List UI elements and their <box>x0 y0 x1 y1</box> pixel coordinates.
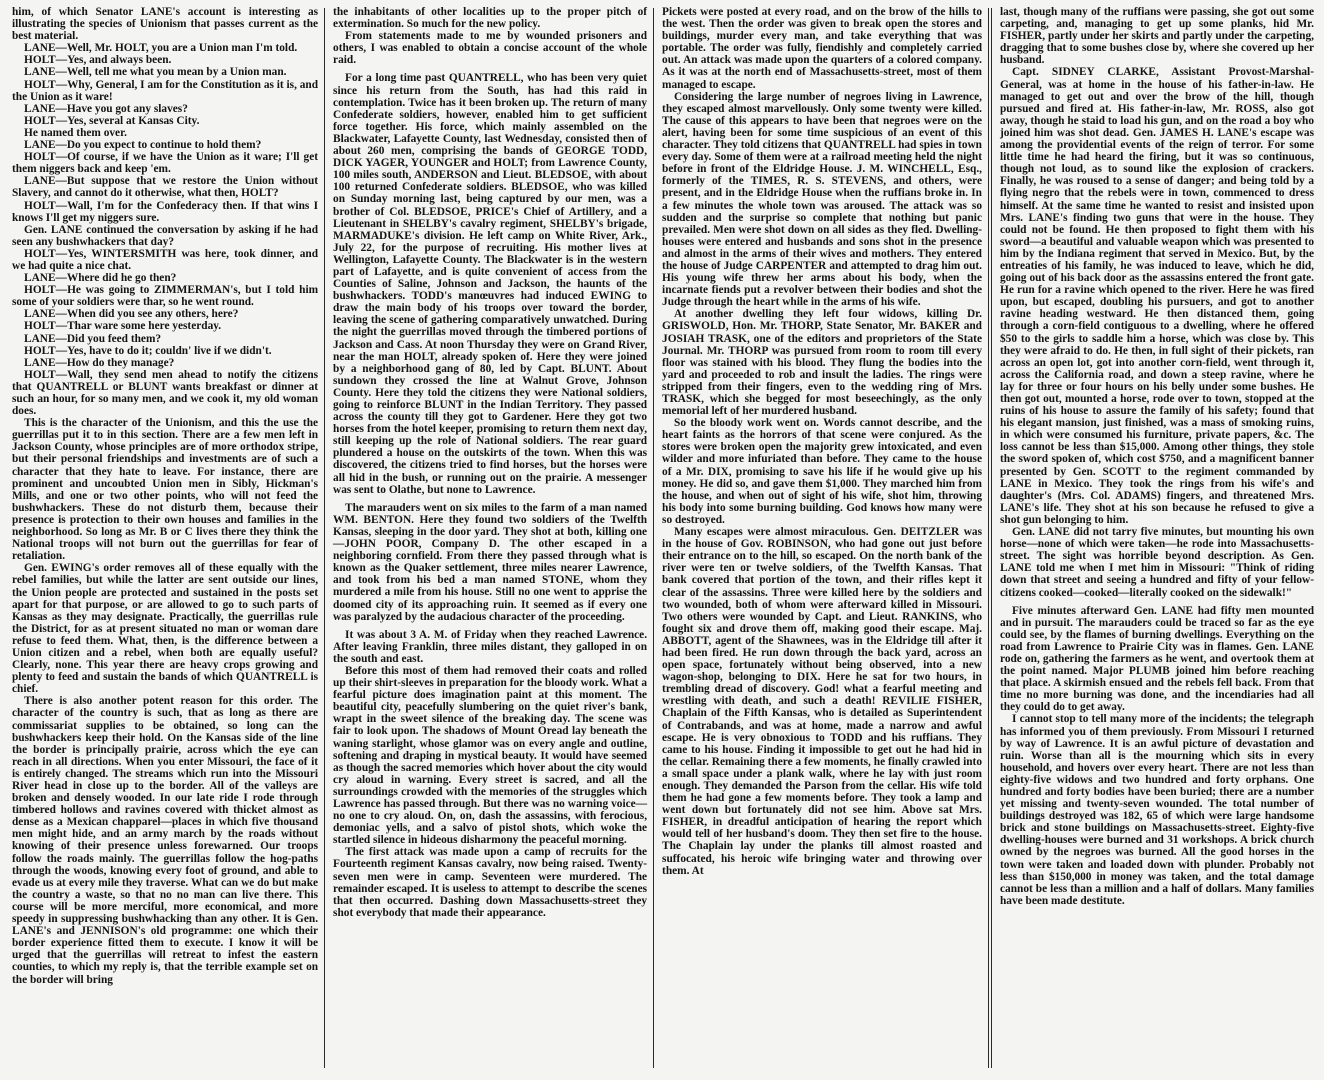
article-paragraph: Pickets were posted at every road, and on the brow of the hills to the west. Then the order was given to break open the stores and buildings, murder every man, and take everything that was portable. The order was fully, fiendishly and completely carried out. An attack was made upon the quarters of a colored company. As it was at the north end of Massachusetts-street, most of them managed to escape. <box>662 6 982 91</box>
article-paragraph: The first attack was made upon a camp of recruits for the Fourteenth regiment Kansas cavalry, now being raised. Twenty-seven men were in camp. Seventeen were murdered. The remainder escaped. It is useless to attempt to describe the scenes that then occurred. Dashing down Massachusetts-street they shot everybody that made their appearance. <box>333 846 648 919</box>
article-column-1 <box>4 6 324 1080</box>
article-paragraph: He named them over. <box>24 126 127 139</box>
article-paragraph: LANE—Where did he go then? <box>24 272 177 285</box>
article-paragraph: Gen. LANE continued the conversation by asking if he had seen any bushwhackers that day? <box>12 223 319 248</box>
article-paragraph: I cannot stop to tell many more of the incidents; the telegraph has informed you of them previously. From Missouri I returned by way of Lawrence. It is an awful picture of devastation and ruin. Worse than all is the mourning which sits in every household, and hovers over every heart. There are not less than eighty-five widows and two hundred and forty orphans. One hundred and forty bodies have been buried; there are a number yet missing and twenty-seven wounded. The total number of buildings destroyed was 182, 65 of which were large handsome brick and stone buildings on Massachusetts-street. Eighty-five dwelling-houses were burned and 31 workshops. A brick church owned by the negroes was burned. All the good horses in the town were taken and loaded down with plunder. Probably not less than $150,000 in money was taken, and the total damage cannot be less than a million and a half of dollars. Many families have been made destitute. <box>1000 713 1314 907</box>
article-paragraph: HOLT—Wall, I'm for the Confederacy then. If that wins I knows I'll get my niggers sure. <box>12 199 319 224</box>
article-paragraph: him, of which Senator LANE's account is interesting as illustrating the species of Unionism that passes current as the best material. <box>12 6 319 43</box>
article-paragraph: From statements made to me by wounded prisoners and others, I was enabled to obtain a concise account of the whole raid. <box>333 30 648 67</box>
article-paragraph: the inhabitants of other localities up to the proper pitch of extermination. So much for the new policy. <box>333 6 648 31</box>
article-column-3 <box>654 6 988 1080</box>
article-paragraph: HOLT—Wall, they send men ahead to notify the citizens that QUANTRELL or BLUNT wants breakfast or dinner at such an hour, for so many men, and we cook it, my old woman does. <box>12 368 319 418</box>
article-paragraph: LANE—But suppose that we restore the Union without Slavery, and cannot do it otherwise, what then, HOLT? <box>12 175 319 200</box>
article-paragraph: HOLT—Yes, and always been. <box>24 54 172 67</box>
article-column-4 <box>992 6 1320 1080</box>
article-paragraph: Considering the large number of negroes living in Lawrence, they escaped almost marvellously. Only some twenty were killed. The cause of this appears to have been that negroes were on the alert, having been for some time suspicious of an event of this character. They told citizens that QUANTRELL had spies in town every day. Some of them were at a railroad meeting held the night before in front of the Eldridge House. J. M. WINCHELL, Esq., formerly of the TIMES, R. S. STEVENS, and others, were present, and in the Eldridge House when the ruffians broke in. In a few minutes the whole town was aroused. The attack was so sudden and the surprise so complete that nothing but panic prevailed. Men were shot down on all sides as they fled. Dwelling-houses were entered and husbands and sons shot in the presence and almost in the arms of their wives and mothers. They entered the house of Judge CARPENTER and attempted to drag him out. His young wife threw her arms about his body, when the incarnate fiends put a revolver between their bodies and shot the Judge through the heart while in the arms of his wife. <box>662 90 982 309</box>
article-paragraph: There is also another potent reason for this order. The character of the country is such, that as long as there are commissariat supplies to be obtained, so long can the bushwhackers keep their hold. On the Kansas side of the line the border is principally prairie, across which the eye can reach in all directions. When you enter Missouri, the face of it is entirely changed. The streams which run into the Missouri River head in close up to the border. All of the valleys are broken and densely wooded. In our late ride I rode through timbered hollows and ravines covered with thicket almost as dense as a Mexican chapparel—places in which five thousand men might hide, and an army march by the roads without knowing of their presence unless forewarned. Our troops follow the roads mainly. The guerrillas follow the hog-paths through the woods, knowing every foot of ground, and able to evade us at every mile they traverse. What can we do but make the country a waste, so that no no man can live there. This course will be more merciful, more economical, and more speedy in suppressing bushwhacking than any other. It is Gen. LANE's and JENNISON's old programme: one which their border experience fitted them to execute. I know it will be urged that the guerrillas will retreat to infest the eastern counties, to which my reply is, that the terrible example set on the border will bring <box>12 695 319 986</box>
article-paragraph: HOLT—Thar ware some here yesterday. <box>24 320 222 333</box>
article-paragraph: This is the character of the Unionism, and this the use the guerrillas put it to in this section. There are a few men left in Jackson County, whose principles are of more orthodox stripe, but their personal friendships and investments are of such a character that they hate to leave. For instance, there are prominent and uncoubted Union men in Sibly, Hickman's Mills, and one or two other points, who will not feed the bushwhackers. These do not disturb them, because their presence is protection to their own houses and families in the neighborhood. So long as Mr. B or C lives there they think the National troops will not burn out the guerrillas for fear of retaliation. <box>12 417 319 563</box>
article-paragraph: Before this most of them had removed their coats and rolled up their shirt-sleeves in preparation for the bloody work. What a fearful picture does imagination paint at this moment. The beautiful city, peacefully slumbering on the quiet river's bank, wrapt in the sweet silence of the breaking day. The scene was fair to look upon. The shadows of Mount Oread lay beneath the waning starlight, whose glamor was on every angle and outline, softening and draping in mystical beauty. It would have seemed as though the sacred memories which hover about the city would cry aloud in warning. Every street is sacred, and all the surroundings crowded with the memories of the struggles which Lawrence has passed through. But there was no warning voice—no one to cry aloud. On, on, dash the assassins, with ferocious, demoniac yells, and a salvo of pistol shots, which woke the startled silence in hideous disharmony the peaceful morning. <box>333 664 648 847</box>
article-paragraph: LANE—How do they manage? <box>24 356 175 369</box>
article-paragraph: last, though many of the ruffians were passing, she got out some carpeting, and, managing to get up some planks, hid Mr. FISHER, partly under her skirts and partly under the carpeting, dragging that to some bushes close by, where she covered up her husband. <box>1000 6 1314 67</box>
article-paragraph: LANE—Did you feed them? <box>24 332 162 345</box>
article-paragraph: LANE—Have you got any slaves? <box>24 102 188 115</box>
article-paragraph: For a long time past QUANTRELL, who has been very quiet since his return from the South, has had this raid in contemplation. Twice has it been broken up. The return of many Confederate soldiers, however, enabled him to get sufficient force together. His force, which mainly assembled on the Blackwater, Lafayette County, last Wednesday, consisted then of about 260 men, comprising the bands of GEORGE TODD, DICK YAGER, YOUNGER and HOLT; from Lawrence County, 100 miles south, ANDERSON and Lieut. BLEDSOE, with about 100 returned Confederate soldiers. BLEDSOE, who was killed on Sunday morning last, being captured by our men, was a brother of Col. BLEDSOE, PRICE's Chief of Artillery, and a Lieutenant in SHELBY's cavalry regiment, SHELBY's brigade, MARMADUKE's division. He left camp on White River, Ark., July 22, for the purpose of recruiting. His mother lives at Wellington, Lafayette County. The Blackwater is in the western part of Lafayette, and is quite convenient of access from the Counties of Saline, Johnson and Jackson, the haunts of the bushwhackers. TODD's manœuvres had induced EWING to draw the main body of his troops over toward the border, leaving the scene of gathering comparatively unwatched. During the night the guerrillas moved through the timbered portions of Jackson and Cass. At noon Thursday they were on Grand River, near the man HOLT, already spoken of. Here they were joined by a neighborhood gang of 80, led by Capt. BLUNT. About sundown they crossed the line at Walnut Grove, Johnson County. Here they told the citizens they were National soldiers, going to reinforce BLUNT in the Indian Territory. They passed across the county till they got to Gardener. Here they got two horses from the hotel keeper, promising to return them next day, still keeping up the role of National soldiers. The rear guard plundered a house on the outskirts of the town. When this was discovered, the citizens tried to find horses, but the horses were all hid in the bush, or running out on the prairie. A messenger was sent to Olathe, but none to Lawrence. <box>333 72 648 496</box>
article-paragraph: Gen. EWING's order removes all of these equally with the rebel families, but while the latter are sent outside our lines, the Union people are protected and sustained in the posts set apart for that purpose, or are allowed to go to such parts of Kansas as they may designate. Practically, the guerrillas rule the District, for as at present situated no man or woman dare refuse to feed them. What, then, is the difference between a Union citizen and a rebel, when both are equally useful? Clearly, none. This year there are heavy crops growing and plenty to feed and sustain the bands of which QUANTRELL is chief. <box>12 562 319 696</box>
article-paragraph: At another dwelling they left four widows, killing Dr. GRISWOLD, Hon. Mr. THORP, State Senator, Mr. BAKER and JOSIAH TRASK, one of the editors and proprietors of the State Journal. Mr. THORP was pursued from room to room till every floor was stained with his blood. They flung the bodies into the yard and proceeded to rob and insult the ladies. The rings were stripped from their fingers, even to the wedding ring of Mrs. TRASK, which she begged for most beseechingly, as the only memorial left of her murdered husband. <box>662 308 982 418</box>
article-paragraph: LANE—Do you expect to continue to hold them? <box>24 139 262 152</box>
article-paragraph: So the bloody work went on. Words cannot describe, and the heart faints as the horrors of that scene were conjured. As the stores were broken open the majority grew intoxicated, and even wilder and more infuriated than before. They came to the house of a Mr. DIX, promising to save his life if he would give up his money. He did so, and gave them $1,000. They marched him from the house, and when out of sight of his wife, shot him, throwing his body into some burning building. God knows how many were so destroyed. <box>662 417 982 526</box>
article-paragraph: Five minutes afterward Gen. LANE had fifty men mounted and in pursuit. The marauders could be traced so far as the eye could see, by the flames of burning dwellings. Everything on the road from Lawrence to Prairie City was in flames. Gen. LANE rode on, gathering the farmers as he went, and overtook them at the point named. Major PLUMB joined him before reaching that place. A skirmish ensued and the rebels fell back. From that time no more burning was done, and the incendiaries had all they could do to get away. <box>1000 604 1314 714</box>
article-paragraph: HOLT—He was going to ZIMMERMAN's, but I told him some of your soldiers were thar, so he went round. <box>12 284 319 309</box>
article-paragraph: The marauders went on six miles to the farm of a man named WM. BENTON. Here they found two soldiers of the Twelfth Kansas, sleeping in the door yard. They shot at both, killing one—JOHN POOR, Company D. The other escaped in a neighboring cornfield. From there they passed through what is known as the Quaker settlement, three miles nearer Lawrence, and took from his bed a man named STONE, whom they murdered a mile from his house. Still no one went to apprise the doomed city of its approaching ruin. It seemed as if every one was paralyzed by the audacious character of the proceeding. <box>333 501 648 623</box>
article-paragraph: It was about 3 A. M. of Friday when they reached Lawrence. After leaving Franklin, three miles distant, they galloped in on the south and east. <box>333 628 648 665</box>
article-paragraph: Many escapes were almost miraculous. Gen. DEITZLER was in the house of Gov. ROBINSON, who had gone out just before their entrance on to the hill, so escaped. On the north bank of the river were ten or twelve soldiers, of the Twelfth Kansas. That bank covered that portion of the town, and their rifles kept it clear of the assassins. Three were killed here by the soldiers and two wounded, both of whom were afterward killed in Missouri. Two others were wounded by Capt. and Lieut. RANKINS, who fought six and drove them off, making good their escape. Maj. ABBOTT, agent of the Shawnees, was in the Eldridge till after it had been fired. He run down through the back yard, across an open space, fortunately without being observed, into a new wagon-shop, belonging to DIX. Here he sat for two hours, in trembling dread of discovery. God! what a fearful meeting and wrestling with death, and such a death! REVILIE FISHER, Chaplain of the Fifth Kansas, who is detailed as Superintendent of Contrabands, and was at home, made a narrow and awful escape. He is very obnoxious to TODD and his ruffians. They came to his house. Finding it impossible to get out he had hid in the cellar. Remaining there a few moments, he finally crawled into a small space under a plank walk, where he lay with just room enough. They demanded the Parson from the cellar. His wife told them he had gone a few moments before. They took a lamp and went down but fortunately did not see him. Above sat Mrs. FISHER, in dreadful anticipation of hearing the report which would tell of her husband's doom. They then set fire to the house. The Chaplain lay under the planks till almost roasted and suffocated, his heroic wife bringing water and throwing over them. At <box>662 526 982 877</box>
article-column-2 <box>325 6 653 1080</box>
article-paragraph: Capt. SIDNEY CLARKE, Assistant Provost-Marshal-General, was at home in the house of his father-in-law. He managed to get out and over the brow of the hill, though pursued and fired at. His father-in-law, Mr. ROSS, also got away, though he staid to load his gun, and on the road a boy who joined him was shot dead. Gen. JAMES H. LANE's escape was among the providential events of the reign of terror. For some little time he had heard the firing, but it was so continuous, though not loud, as to sound like the explosion of crackers. Finally, he was roused to a sense of danger; and being told by a flying negro that the rebels were in town, commenced to dress himself. At the same time he wanted to resist and insisted upon Mrs. LANE's finding two guns that were in the house. They could not be found. He then proposed to fight them with his sword—a beautiful and valuable weapon which was presented to him by the Indiana regiment that served in Mexico. But, by the entreaties of his family, he was induced to leave, which he did, going out of his back door as the assassins entered the front gate. He run for a ravine which opened to the river. Here he was fired upon, but escaped, doubling his pursuers, and got to another ravine heading westward. He then distanced them, going through a corn-field contiguous to a dwelling, where he offered $50 to the girls to saddle him a horse, which was close by. This they were afraid to do. He then, in full sight of their pickets, ran across an open lot, got into another corn-field, went through it, across the California road, and down a steep ravine, where he lay for three or four hours on his belly under some bushes. He then got out, mounted a horse, rode over to town, stopped at the ruins of his house to assure the family of his safety; found that his elegant mansion, just finished, was a mass of smoking ruins, in which were consumed his furniture, private papers, &c. The loss cannot be less than $15,000. Among other things, they stole the sword spoken of, which cost $750, and a magnificent banner presented by Gen. SCOTT to the regiment commanded by LANE in Mexico. They took the rings from his wife's and daughter's (Mrs. Col. ADAMS) fingers, and threatened Mrs. LANE's life. They shot at his son because he refused to give a shot gun belonging to him. <box>1000 66 1314 526</box>
article-paragraph: LANE—Well, Mr. HOLT, you are a Union man I'm told. <box>24 42 298 55</box>
article-paragraph: LANE—Well, tell me what you mean by a Union man. <box>24 66 287 79</box>
article-paragraph: HOLT—Yes, WINTERSMITH was here, took dinner, and we had quite a nice chat. <box>12 247 319 272</box>
article-paragraph: LANE—When did you see any others, here? <box>24 308 239 321</box>
article-paragraph: HOLT—Why, General, I am for the Constitution as it is, and the Union as it ware! <box>12 78 319 103</box>
article-paragraph: Gen. LANE did not tarry five minutes, but mounting his own horse—none of which were taken—he rode into Massachusetts-street. The sight was horrible beyond description. As Gen. LANE told me when I met him in Missouri: "Think of riding down that street and seeing a hundred and fifty of your fellow-citizens cooked—cooked—literally cooked on the sidewalk!" <box>1000 526 1314 599</box>
article-paragraph: HOLT—Yes, several at Kansas City. <box>24 114 200 127</box>
article-paragraph: HOLT—Of course, if we have the Union as it ware; I'll get them niggers back and keep 'em. <box>12 151 319 176</box>
article-paragraph: HOLT—Yes, have to do it; couldn' live if we didn't. <box>24 344 272 357</box>
